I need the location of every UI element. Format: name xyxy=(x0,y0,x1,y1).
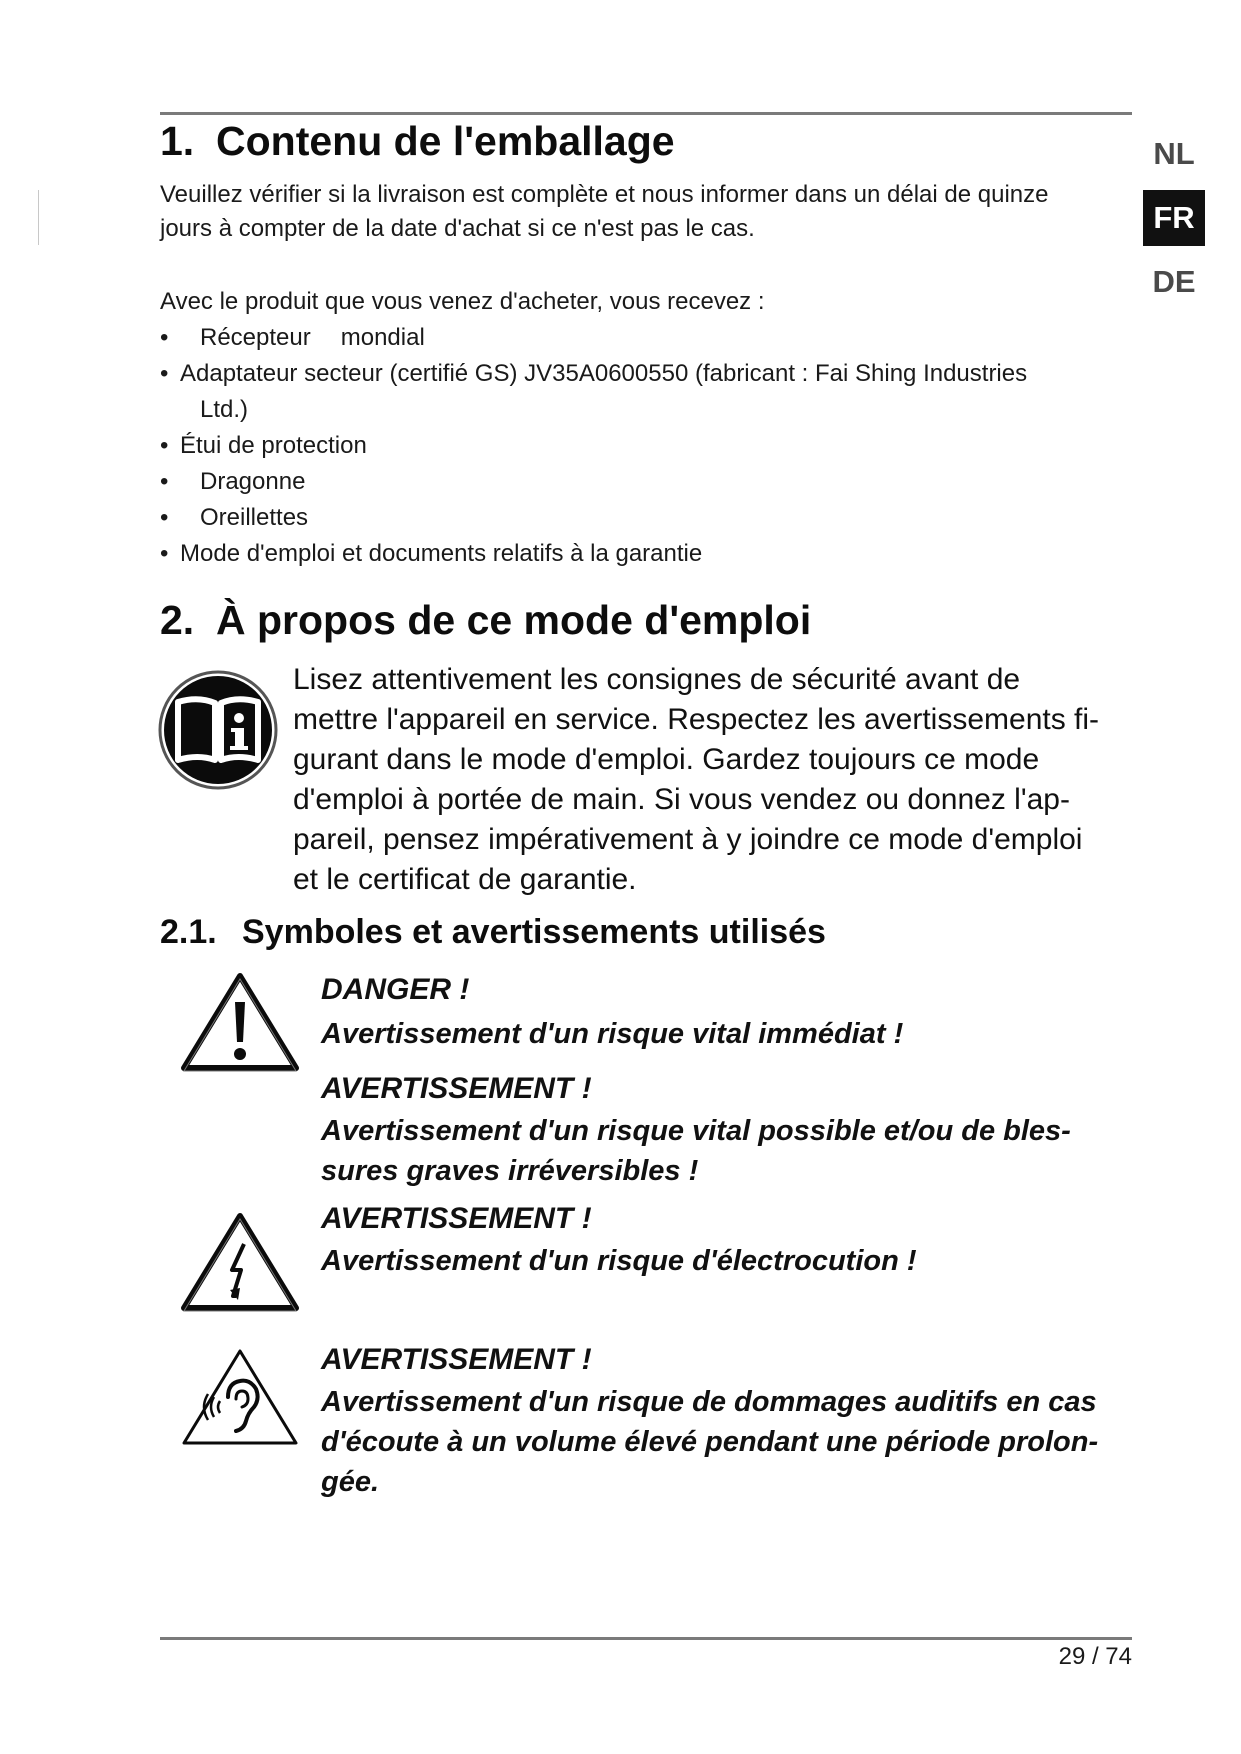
section-1-intro xyxy=(160,178,1140,246)
list-item xyxy=(160,536,1100,572)
warning-title-electrocution: AVERTISSEMENT ! xyxy=(321,1202,592,1235)
section-1-title: Contenu de l'emballage xyxy=(216,118,675,164)
warning-text-line: Avertissement d'un risque d'électrocution ! xyxy=(321,1245,917,1277)
section-2-intro-line: gurant dans le mode d'emploi. Gardez toujours ce mode xyxy=(293,743,1040,776)
hearing-damage-icon xyxy=(178,1345,302,1449)
warning-title-danger: DANGER ! xyxy=(321,973,470,1006)
bullet: • xyxy=(160,468,169,495)
list-item-text: Dragonne xyxy=(200,468,306,495)
warning-text-electrocution xyxy=(321,1241,1131,1281)
bullet: • xyxy=(160,324,169,351)
warning-text-general xyxy=(321,1111,1131,1191)
warning-text-line: d'écoute à un volume élevé pendant une période prolon- xyxy=(321,1426,1099,1458)
section-1-heading xyxy=(160,118,675,165)
section-1-intro-line1: Veuillez vérifier si la livraison est complète et nous informer dans un délai de quinze xyxy=(160,181,1049,208)
section-2-heading xyxy=(160,597,811,644)
section-2-intro-line: et le certificat de garantie. xyxy=(293,863,637,896)
warning-text-danger xyxy=(321,1014,1131,1054)
section-2-intro-line: pareil, pensez impérativement à y joindre ce mode d'emploi xyxy=(293,823,1083,856)
list-item xyxy=(160,428,1100,464)
bottom-rule xyxy=(160,1637,1132,1640)
section-1-number: 1. xyxy=(160,118,195,164)
warning-title-general: AVERTISSEMENT ! xyxy=(321,1072,592,1105)
list-item-continuation: Ltd.) xyxy=(200,396,249,423)
warning-text-line: Avertissement d'un risque de dommages auditifs en cas xyxy=(321,1386,1097,1418)
warning-text-line: gée. xyxy=(321,1466,380,1498)
bullet: • xyxy=(160,360,169,387)
section-2-number: 2. xyxy=(160,597,195,643)
lang-tab-fr[interactable]: FR xyxy=(1143,190,1205,246)
bullet: • xyxy=(160,432,169,459)
list-item xyxy=(160,464,1100,500)
list-item-text: Adaptateur secteur (certifié GS) JV35A0600550 (fabricant : Fai Shing Industries xyxy=(180,360,1028,387)
section-2-intro xyxy=(293,660,1131,900)
danger-exclamation-icon xyxy=(178,970,302,1074)
warning-title-hearing: AVERTISSEMENT ! xyxy=(321,1343,592,1376)
warning-text-hearing xyxy=(321,1382,1131,1502)
section-2-intro-line: mettre l'appareil en service. Respectez les avertissements fi- xyxy=(293,703,1100,736)
warning-text-line: Avertissement d'un risque vital immédiat ! xyxy=(321,1018,904,1050)
page-number: 29 / 74 xyxy=(1058,1643,1132,1670)
bullet: • xyxy=(160,540,169,567)
lang-tab-de[interactable]: DE xyxy=(1152,264,1196,299)
list-item-text-part1: Récepteur xyxy=(200,324,311,351)
section-2-title: À propos de ce mode d'emploi xyxy=(216,597,812,643)
section-2-1-heading xyxy=(160,913,826,952)
margin-mark xyxy=(38,190,39,245)
section-2-1-title: Symboles et avertissements utilisés xyxy=(242,913,826,951)
list-item-text: Étui de protection xyxy=(180,432,367,459)
list-item xyxy=(160,500,1100,536)
read-manual-icon xyxy=(158,670,278,790)
section-1-lead: Avec le produit que vous venez d'acheter, vous recevez : xyxy=(160,288,765,315)
lang-tab-nl[interactable]: NL xyxy=(1153,136,1195,171)
warning-text-line: Avertissement d'un risque vital possible et/ou de bles- xyxy=(321,1115,1071,1147)
electric-shock-icon xyxy=(178,1210,302,1314)
list-item xyxy=(160,320,1100,356)
warning-text-line: sures graves irréversibles ! xyxy=(321,1155,699,1187)
section-2-1-number: 2.1. xyxy=(160,913,217,951)
list-item xyxy=(160,356,1100,428)
list-item-text: Mode d'emploi et documents relatifs à la garantie xyxy=(180,540,703,567)
list-item-text-part2: mondial xyxy=(340,324,425,351)
list-item-text: Oreillettes xyxy=(200,504,309,531)
section-2-intro-line: d'emploi à portée de main. Si vous vendez ou donnez l'ap- xyxy=(293,783,1070,816)
bullet: • xyxy=(160,504,169,531)
package-contents-list xyxy=(160,320,1100,572)
top-rule xyxy=(160,112,1132,115)
section-2-intro-line: Lisez attentivement les consignes de sécurité avant de xyxy=(293,663,1021,696)
section-1-intro-line2: jours à compter de la date d'achat si ce n'est pas le cas. xyxy=(160,215,755,242)
